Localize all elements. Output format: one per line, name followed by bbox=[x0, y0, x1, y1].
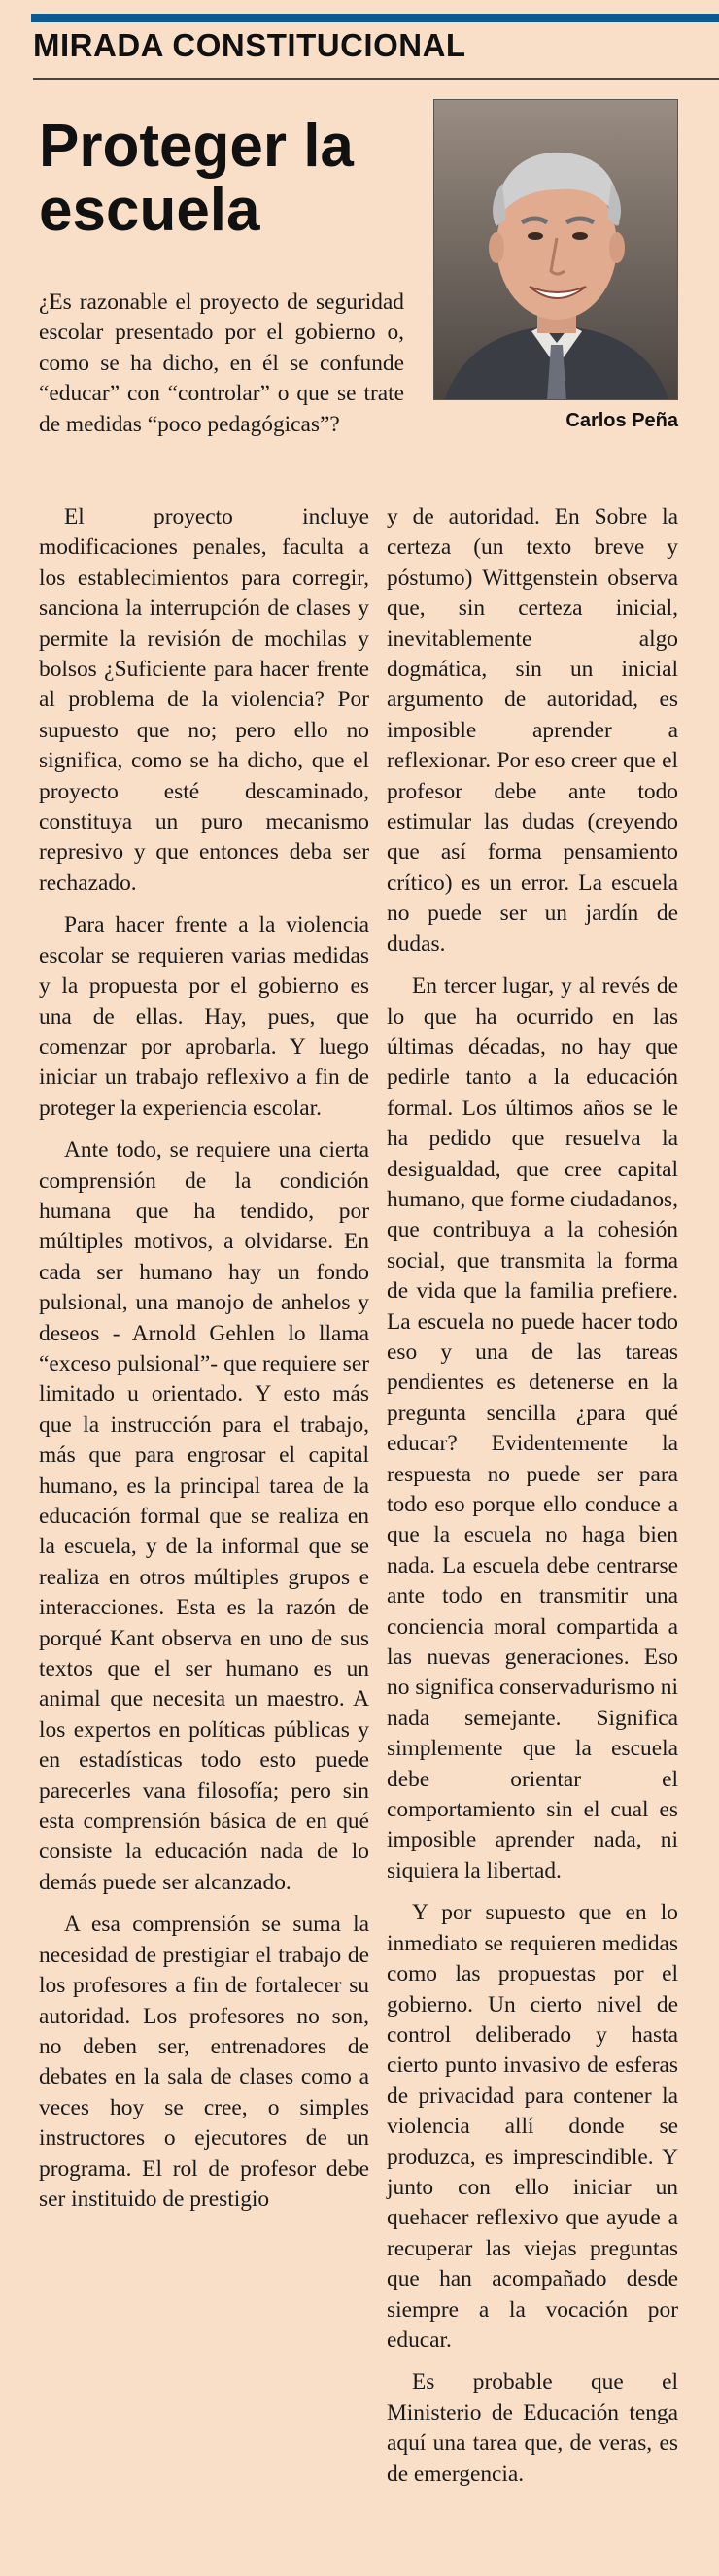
body-paragraph: El proyecto incluye modificaciones penales, faculta a los establecimientos para corregir, sanciona la interrupción de clases y permite la revisión de mochilas y bolsos ¿Suficiente para hacer frente al problema de la violencia? Por supuesto que no; pero ello no significa, como se ha dicho, que el proyecto esté descaminado, constituya un puro mecanismo represivo y que entonces deba ser rechazado. bbox=[39, 504, 369, 896]
section-title: MIRADA CONSTITUCIONAL bbox=[33, 27, 466, 63]
body-paragraph: Y por supuesto que en lo inmediato se requieren medidas como las propuestas por el gobierno. Un cierto nivel de control deliberado y hasta cierto punto invasivo de esferas de privacidad para contener la violencia allí donde se produzca, es imprescindible. Y junto con ello iniciar un quehacer reflexivo que ayude a recuperar las viejas preguntas que han acompañado desde siempre a la vocación por educar. bbox=[387, 1900, 678, 2353]
author-photo bbox=[433, 99, 678, 400]
body-paragraph: A esa comprensión se suma la necesidad de prestigiar el trabajo de los profesores a fin de fortalecer su autoridad. Los profesores no son, no deben ser, entrenadores de debates en la sala de clases como a veces hoy se cree, o simples instructores o ejecutores de un programa. El rol de profesor debe ser instituido de prestigio bbox=[39, 1912, 369, 2212]
section-divider bbox=[33, 78, 719, 80]
author-byline: Carlos Peña bbox=[565, 410, 678, 431]
body-paragraph: Es probable que el Ministerio de Educación tenga aquí una tarea que, de veras, es de emergencia. bbox=[387, 2369, 678, 2487]
article-intro bbox=[39, 288, 404, 452]
article-column-right bbox=[387, 502, 678, 2501]
intro-paragraph: ¿Es razonable el proyecto de seguridad escolar presentado por el gobierno o, como se ha dicho, en él se confunde “educar” con “controlar” o que se trate de medidas “poco pedagógicas”? bbox=[39, 289, 404, 437]
body-paragraph: En tercer lugar, y al revés de lo que ha ocurrido en las últimas décadas, no hay que pedirle tanto a la educación formal. Los últimos años se le ha pedido que resuelva la desigualdad, que cree capital humano, que forme ciudadanos, que contribuya a la cohesión social, que transmita la forma de vida que la familia prefiere. La escuela no puede hacer todo eso y una de las tareas pendientes es detenerse en la pregunta sencilla ¿para qué educar? Evidentemente la respuesta no puede ser para todo eso porque ello conduce a que la escuela no haga bien nada. La escuela debe centrarse ante todo en transmitir una conciencia moral compartida a las nuevas generaciones. Eso no significa conservadurismo ni nada semejante. Significa simplemente que la escuela debe orientar el comportamiento sin el cual es imposible aprender nada, ni siquiera la libertad. bbox=[387, 973, 678, 1883]
body-paragraph: Para hacer frente a la violencia escolar se requieren varias medidas y la propuesta por el gobierno es una de ellas. Hay, pues, que comenzar por aprobarla. Y luego iniciar un trabajo reflexivo a fin de proteger la experiencia escolar. bbox=[39, 912, 369, 1121]
section-color-bar bbox=[31, 14, 719, 22]
article-column-left bbox=[39, 502, 369, 2226]
body-paragraph: Ante todo, se requiere una cierta comprensión de la condición humana que ha tendido, por múltiples motivos, a olvidarse. En cada ser humano hay un fondo pulsional, una manojo de anhelos y deseos - Arnold Gehlen lo llama “exceso pulsional”- que requiere ser limitado u orientado. Y esto más que la instrucción para el trabajo, más que para engrosar el capital humano, es la principal tarea de la educación formal que se realiza en la escuela, y de la informal que se realiza en otros múltiples grupos e interacciones. Esta es la razón de porqué Kant observa en uno de sus textos que el ser humano es un animal que necesita un maestro. A los expertos en políticas públicas y en estadísticas todo esto puede parecerles vana filosofía; pero sin esta comprensión básica de en qué consiste la educación nada de lo demás puede ser alcanzado. bbox=[39, 1137, 369, 1895]
article-headline: Proteger la escuela bbox=[39, 113, 354, 244]
author-portrait-image bbox=[434, 100, 678, 400]
body-paragraph: y de autoridad. En Sobre la certeza (un texto breve y póstumo) Wittgenstein observa que, sin certeza inicial, inevitablemente algo dogmática, sin un inicial argumento de autoridad, es imposible aprender a reflexionar. Por eso creer que el profesor debe ante todo estimular las dudas (creyendo que así forma pensamiento crítico) es un error. La escuela no puede ser un jardín de dudas. bbox=[387, 504, 678, 957]
